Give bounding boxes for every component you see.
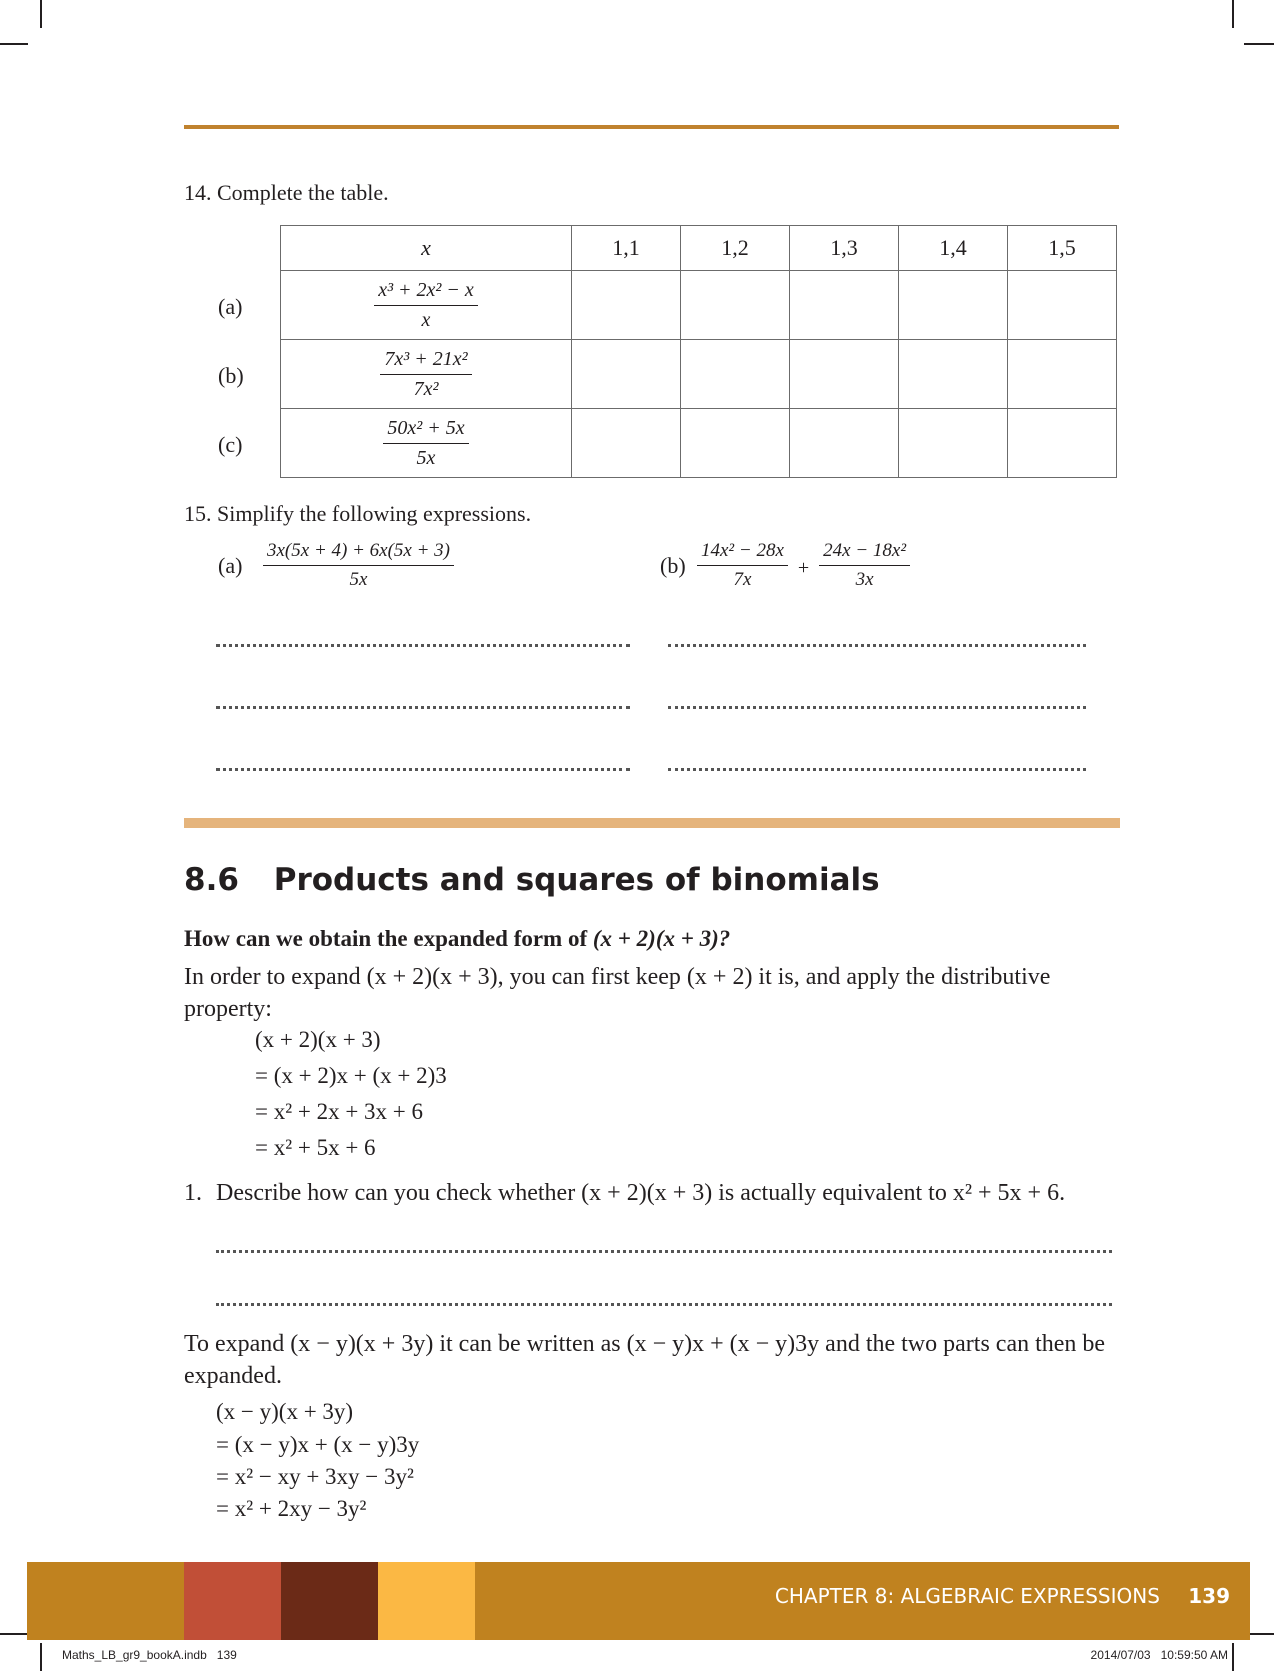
expression-cell [281,271,572,340]
answer-cell[interactable] [899,271,1008,340]
row-label: (a) [218,294,243,319]
answer-line[interactable] [216,644,630,647]
denominator: 5x [349,568,368,590]
part-b-label: (b) [660,553,686,578]
denominator: 7x² [413,377,439,400]
x-value-cell: 1,2 [681,226,790,271]
chapter-title: CHAPTER 8: ALGEBRAIC EXPRESSIONS [774,1584,1160,1608]
crop-mark [0,43,28,45]
question-heading-expression: (x + 2)(x + 3)? [592,926,731,951]
fraction [383,417,468,470]
footer-color-block [184,1562,281,1640]
denominator: 5x [416,446,436,469]
question-heading [184,926,730,952]
answer-line[interactable] [216,1303,1112,1306]
answer-cell[interactable] [572,271,681,340]
answer-cell[interactable] [1008,340,1117,409]
denominator: x [421,308,431,331]
section-divider [184,818,1120,828]
section-number: 8.6 [184,862,239,898]
expansion-step: = x² + 2x + 3x + 6 [255,1099,424,1124]
footer-color-block [378,1562,475,1640]
table-row [281,409,1117,478]
question-number: 15. [184,501,212,526]
question-14-heading [184,180,389,206]
answer-cell[interactable] [681,340,790,409]
answer-cell[interactable] [572,409,681,478]
expression-cell [281,409,572,478]
answer-line[interactable] [668,706,1086,709]
answer-line[interactable] [668,644,1086,647]
crop-mark [1244,43,1274,45]
fraction [819,540,910,591]
expansion-step: = x² − xy + 3xy − 3y² [216,1464,414,1489]
answer-cell[interactable] [790,409,899,478]
fraction [374,279,478,332]
table-header-row [281,226,1117,271]
file-slug: Maths_LB_gr9_bookA.indb 139 [62,1648,237,1662]
question-prompt: Complete the table. [217,180,389,205]
x-value-cell: 1,3 [790,226,899,271]
fraction [380,348,471,401]
question-heading-text: How can we obtain the expanded form of [184,926,593,951]
numerator: 24x − 18x² [819,540,910,566]
x-value-cell: 1,5 [1008,226,1117,271]
answer-cell[interactable] [681,271,790,340]
x-header-cell: x [281,226,572,271]
answer-cell[interactable] [790,271,899,340]
answer-cell[interactable] [681,409,790,478]
intro-paragraph: In order to expand (x + 2)(x + 3), you can first keep (x + 2) it is, and apply the distributive property: [184,964,1051,1022]
answer-cell[interactable] [790,340,899,409]
footer-text [775,1584,1230,1608]
row-label: (b) [218,363,244,388]
fraction [697,540,788,591]
numerator: 50x² + 5x [383,417,468,444]
crop-mark [0,1633,28,1635]
answer-cell[interactable] [899,409,1008,478]
table-row [281,271,1117,340]
fraction [263,540,454,591]
numerator: 3x(5x + 4) + 6x(5x + 3) [263,540,454,566]
denominator: 3x [855,568,874,590]
row-label: (c) [218,432,243,457]
top-rule [184,125,1119,129]
x-value-cell: 1,1 [572,226,681,271]
question-number: 14. [184,180,212,205]
section-heading [184,862,880,898]
answer-line[interactable] [216,768,630,771]
question-prompt: Simplify the following expressions. [217,501,532,526]
denominator: 7x [733,568,752,590]
item-number: 1. [184,1180,202,1206]
footer-color-block [281,1562,378,1640]
answer-line[interactable] [216,706,630,709]
expansion-step: = (x + 2)x + (x + 2)3 [255,1063,447,1088]
timestamp-slug: 2014/07/03 10:59:50 AM [1090,1648,1228,1662]
expansion-paragraph: To expand (x − y)(x + 3y) it can be written as (x − y)x + (x − y)3y and the two parts can then be expanded. [184,1331,1106,1389]
expansion-step: = (x − y)x + (x − y)3y [216,1432,420,1457]
answer-cell[interactable] [572,340,681,409]
answer-cell[interactable] [1008,271,1117,340]
answer-line[interactable] [668,768,1086,771]
expression-cell [281,340,572,409]
answer-cell[interactable] [899,340,1008,409]
expansion-step: = x² + 2xy − 3y² [216,1496,367,1521]
crop-mark [40,1643,42,1671]
page-footer [27,1562,1250,1640]
crop-mark [1232,1643,1234,1671]
expansion-step: = x² + 5x + 6 [255,1135,376,1160]
plus-sign: + [797,556,810,579]
x-value-cell: 1,4 [899,226,1008,271]
answer-cell[interactable] [1008,409,1117,478]
numerator: 7x³ + 21x² [380,348,471,375]
numerator: x³ + 2x² − x [374,279,478,306]
item-1 [184,1177,1134,1209]
section-title: Products and squares of binomials [273,862,880,898]
part-b-expression [697,540,910,591]
expansion-step: (x − y)(x + 3y) [216,1399,354,1424]
expansion-step: (x + 2)(x + 3) [255,1027,381,1052]
crop-mark [1232,0,1234,28]
crop-mark [40,0,42,28]
part-a-label: (a) [218,553,243,578]
item-text: Describe how can you check whether (x + 2)(x + 3) is actually equivalent to x² + 5x + 6. [216,1180,1066,1206]
answer-line[interactable] [216,1250,1112,1253]
completion-table [280,225,1117,478]
numerator: 14x² − 28x [697,540,788,566]
question-15-heading [184,501,531,527]
part-a-expression [263,540,454,591]
page-number: 139 [1188,1584,1230,1608]
table-row [281,340,1117,409]
